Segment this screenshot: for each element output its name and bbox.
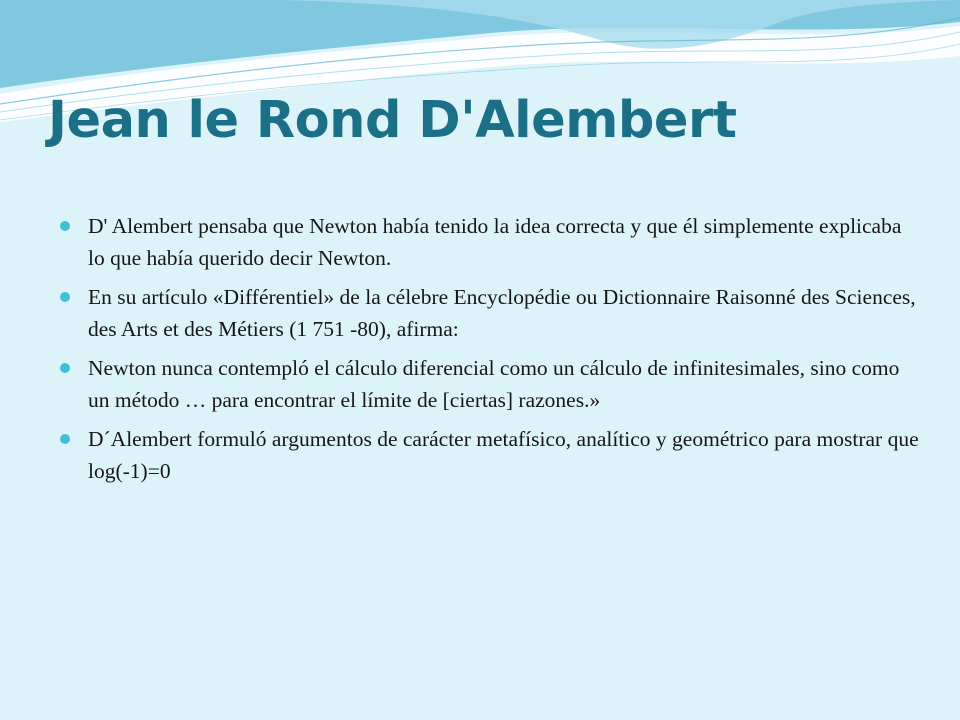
bullet-dot-icon xyxy=(60,434,70,444)
bullet-text: Newton nunca contempló el cálculo diferencial como un cálculo de infinitesimales, sino como un método … para encontrar el límite de [ciertas] razones.» xyxy=(88,356,900,412)
bullet-item xyxy=(60,423,920,487)
bullet-text: D´Alembert formuló argumentos de carácter metafísico, analítico y geométrico para mostrar que log(-1)=0 xyxy=(88,427,919,483)
bullet-dot-icon xyxy=(60,363,70,373)
bullet-list xyxy=(60,210,920,494)
bullet-item xyxy=(60,210,920,274)
bullet-text: En su artículo «Différentiel» de la célebre Encyclopédie ou Dictionnaire Raisonné des Sciences, des Arts et des Métiers (1 751 -80), afirma: xyxy=(88,285,916,341)
bullet-dot-icon xyxy=(60,292,70,302)
bullet-text: D' Alembert pensaba que Newton había tenido la idea correcta y que él simplemente explicaba lo que había querido decir Newton. xyxy=(88,214,902,270)
bullet-dot-icon xyxy=(60,221,70,231)
bullet-item xyxy=(60,281,920,345)
bullet-item xyxy=(60,352,920,416)
slide-title: Jean le Rond D'Alembert xyxy=(48,91,737,150)
